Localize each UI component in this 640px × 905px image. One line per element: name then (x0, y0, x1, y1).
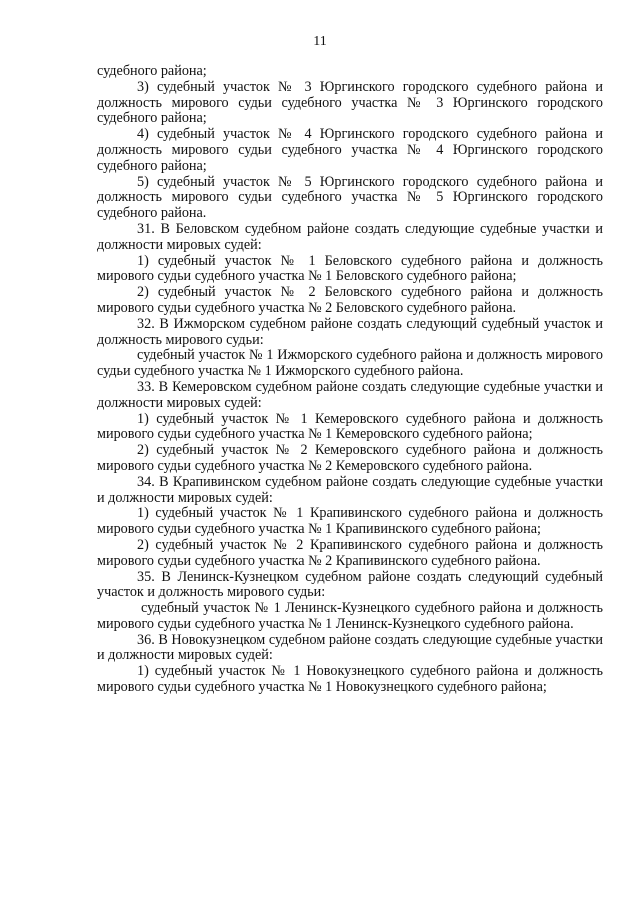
list-item-5: 5) судебный участок № 5 Юргинского городского судебного района и должность мирового судьи судебного участка № 5 Юргинского городского судебного района. (97, 173, 603, 222)
clause-31-item-1: 1) судебный участок № 1 Беловского судебного района и должность мирового судьи судебного участка № 1 Беловского судебного района; (97, 252, 603, 285)
clause-34-item-1: 1) судебный участок № 1 Крапивинского судебного района и должность мирового судьи судебного участка № 1 Крапивинского судебного района; (97, 505, 603, 538)
document-body (97, 64, 603, 696)
list-item-4: 4) судебный участок № 4 Юргинского городского судебного района и должность мирового судьи судебного участка № 4 Юргинского городского судебного района; (97, 126, 603, 174)
clause-33-item-1: 1) судебный участок № 1 Кемеровского судебного района и должность мирового судьи судебного участка № 1 Кемеровского судебного района; (97, 410, 603, 443)
clause-35-item: судебный участок № 1 Ленинск-Кузнецкого судебного района и должность мирового судьи судебного участка № 1 Ленинск-Кузнецкого судебного района. (97, 600, 603, 632)
clause-33: 33. В Кемеровском судебном районе создать следующие судебные участки и должности мировых судей: (97, 378, 603, 411)
page-number: 11 (313, 34, 327, 49)
clause-34-item-2: 2) судебный участок № 2 Крапивинского судебного района и должность мирового судьи судебного участка № 2 Крапивинского судебного района. (97, 536, 603, 569)
clause-35: 35. В Ленинск-Кузнецком судебном районе создать следующий судебный участок и должность мирового судьи: (97, 568, 603, 601)
clause-31: 31. В Беловском судебном районе создать следующие судебные участки и должности мировых судей: (97, 220, 603, 253)
clause-31-item-2: 2) судебный участок № 2 Беловского судебного района и должность мирового судьи судебного участка № 2 Беловского судебного района. (97, 284, 603, 316)
list-item-3: 3) судебный участок № 3 Юргинского городского судебного района и должность мирового судьи судебного участка № 3 Юргинского городского судебного района; (97, 78, 603, 127)
clause-32: 32. В Ижморском судебном районе создать следующий судебный участок и должность мирового судьи: (97, 315, 603, 348)
clause-36: 36. В Новокузнецком судебном районе создать следующие судебные участки и должности мировых судей: (97, 631, 603, 664)
clause-36-item-1: 1) судебный участок № 1 Новокузнецкого судебного района и должность мирового судьи судебного участка № 1 Новокузнецкого судебного района; (97, 663, 603, 696)
clause-32-item: судебный участок № 1 Ижморского судебного района и должность мирового судьи судебного участка № 1 Ижморского судебного района. (97, 347, 603, 380)
clause-33-item-2: 2) судебный участок № 2 Кемеровского судебного района и должность мирового судьи судебного участка № 2 Кемеровского судебного района. (97, 442, 603, 474)
paragraph-continuation: судебного района; (97, 63, 207, 79)
clause-34: 34. В Крапивинском судебном районе создать следующие судебные участки и должности мировых судей: (97, 473, 603, 506)
